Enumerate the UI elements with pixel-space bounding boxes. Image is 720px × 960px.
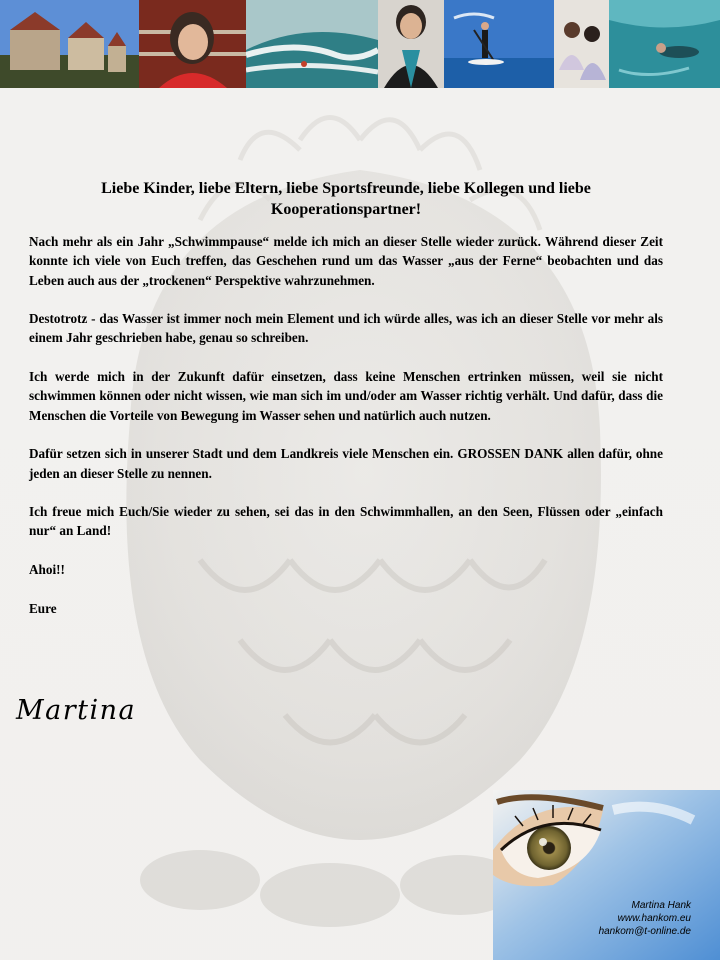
website-link[interactable]: www.hankom.eu xyxy=(617,913,691,924)
paragraph-commitment: Ich werde mich in der Zukunft dafür einsetzen, dass keine Menschen ertrinken müssen, weil sie nicht schwimmen können oder nicht wissen, wie man sich im und/oder am Wasser richtig verhält. Und dafür, dass die Menschen die Vorteile von Bewegung im Wasser sehen und natürlich auch nutzen. xyxy=(29,369,663,423)
paragraph-thanks: Dafür setzen sich in unserer Stadt und dem Landkreis viele Menschen ein. GROSSEN DANK allen dafür, ohne jeden an dieser Stelle zu nennen. xyxy=(29,446,663,481)
paragraph-element: Destotrotz - das Wasser ist immer noch mein Element und ich würde alles, was ich an dieser Stelle vor mehr als einem Jahr geschrieben habe, genau so schreiben. xyxy=(29,311,663,346)
contact-block xyxy=(599,899,691,938)
paragraph-see-you: Ich freue mich Euch/Sie wieder zu sehen, sei das in den Schwimmhallen, an den Seen, Flüssen oder „einfach nur“ an Land! xyxy=(29,504,663,539)
signature: Martina xyxy=(16,695,137,726)
paragraph-return: Nach mehr als ein Jahr „Schwimmpause“ melde ich mich an dieser Stelle wieder zurück. Während dieser Zeit konnte ich viele von Euch treffen, das Geschehen rund um das Wasser „aus der Ferne“ beobachten und das Leben auch aus der „trockenen“ Perspektive wahrzunehmen. xyxy=(29,234,663,288)
email-link[interactable]: hankom@t-online.de xyxy=(598,926,691,937)
contact-name: Martina Hank xyxy=(631,900,691,911)
closing-eure: Eure xyxy=(29,600,57,616)
closing-ahoi: Ahoi!! xyxy=(29,562,65,578)
greeting-heading: Liebe Kinder, liebe Eltern, liebe Sportsfreunde, liebe Kollegen und liebe Kooperationspartner! xyxy=(101,180,591,218)
letter-body xyxy=(29,232,663,637)
